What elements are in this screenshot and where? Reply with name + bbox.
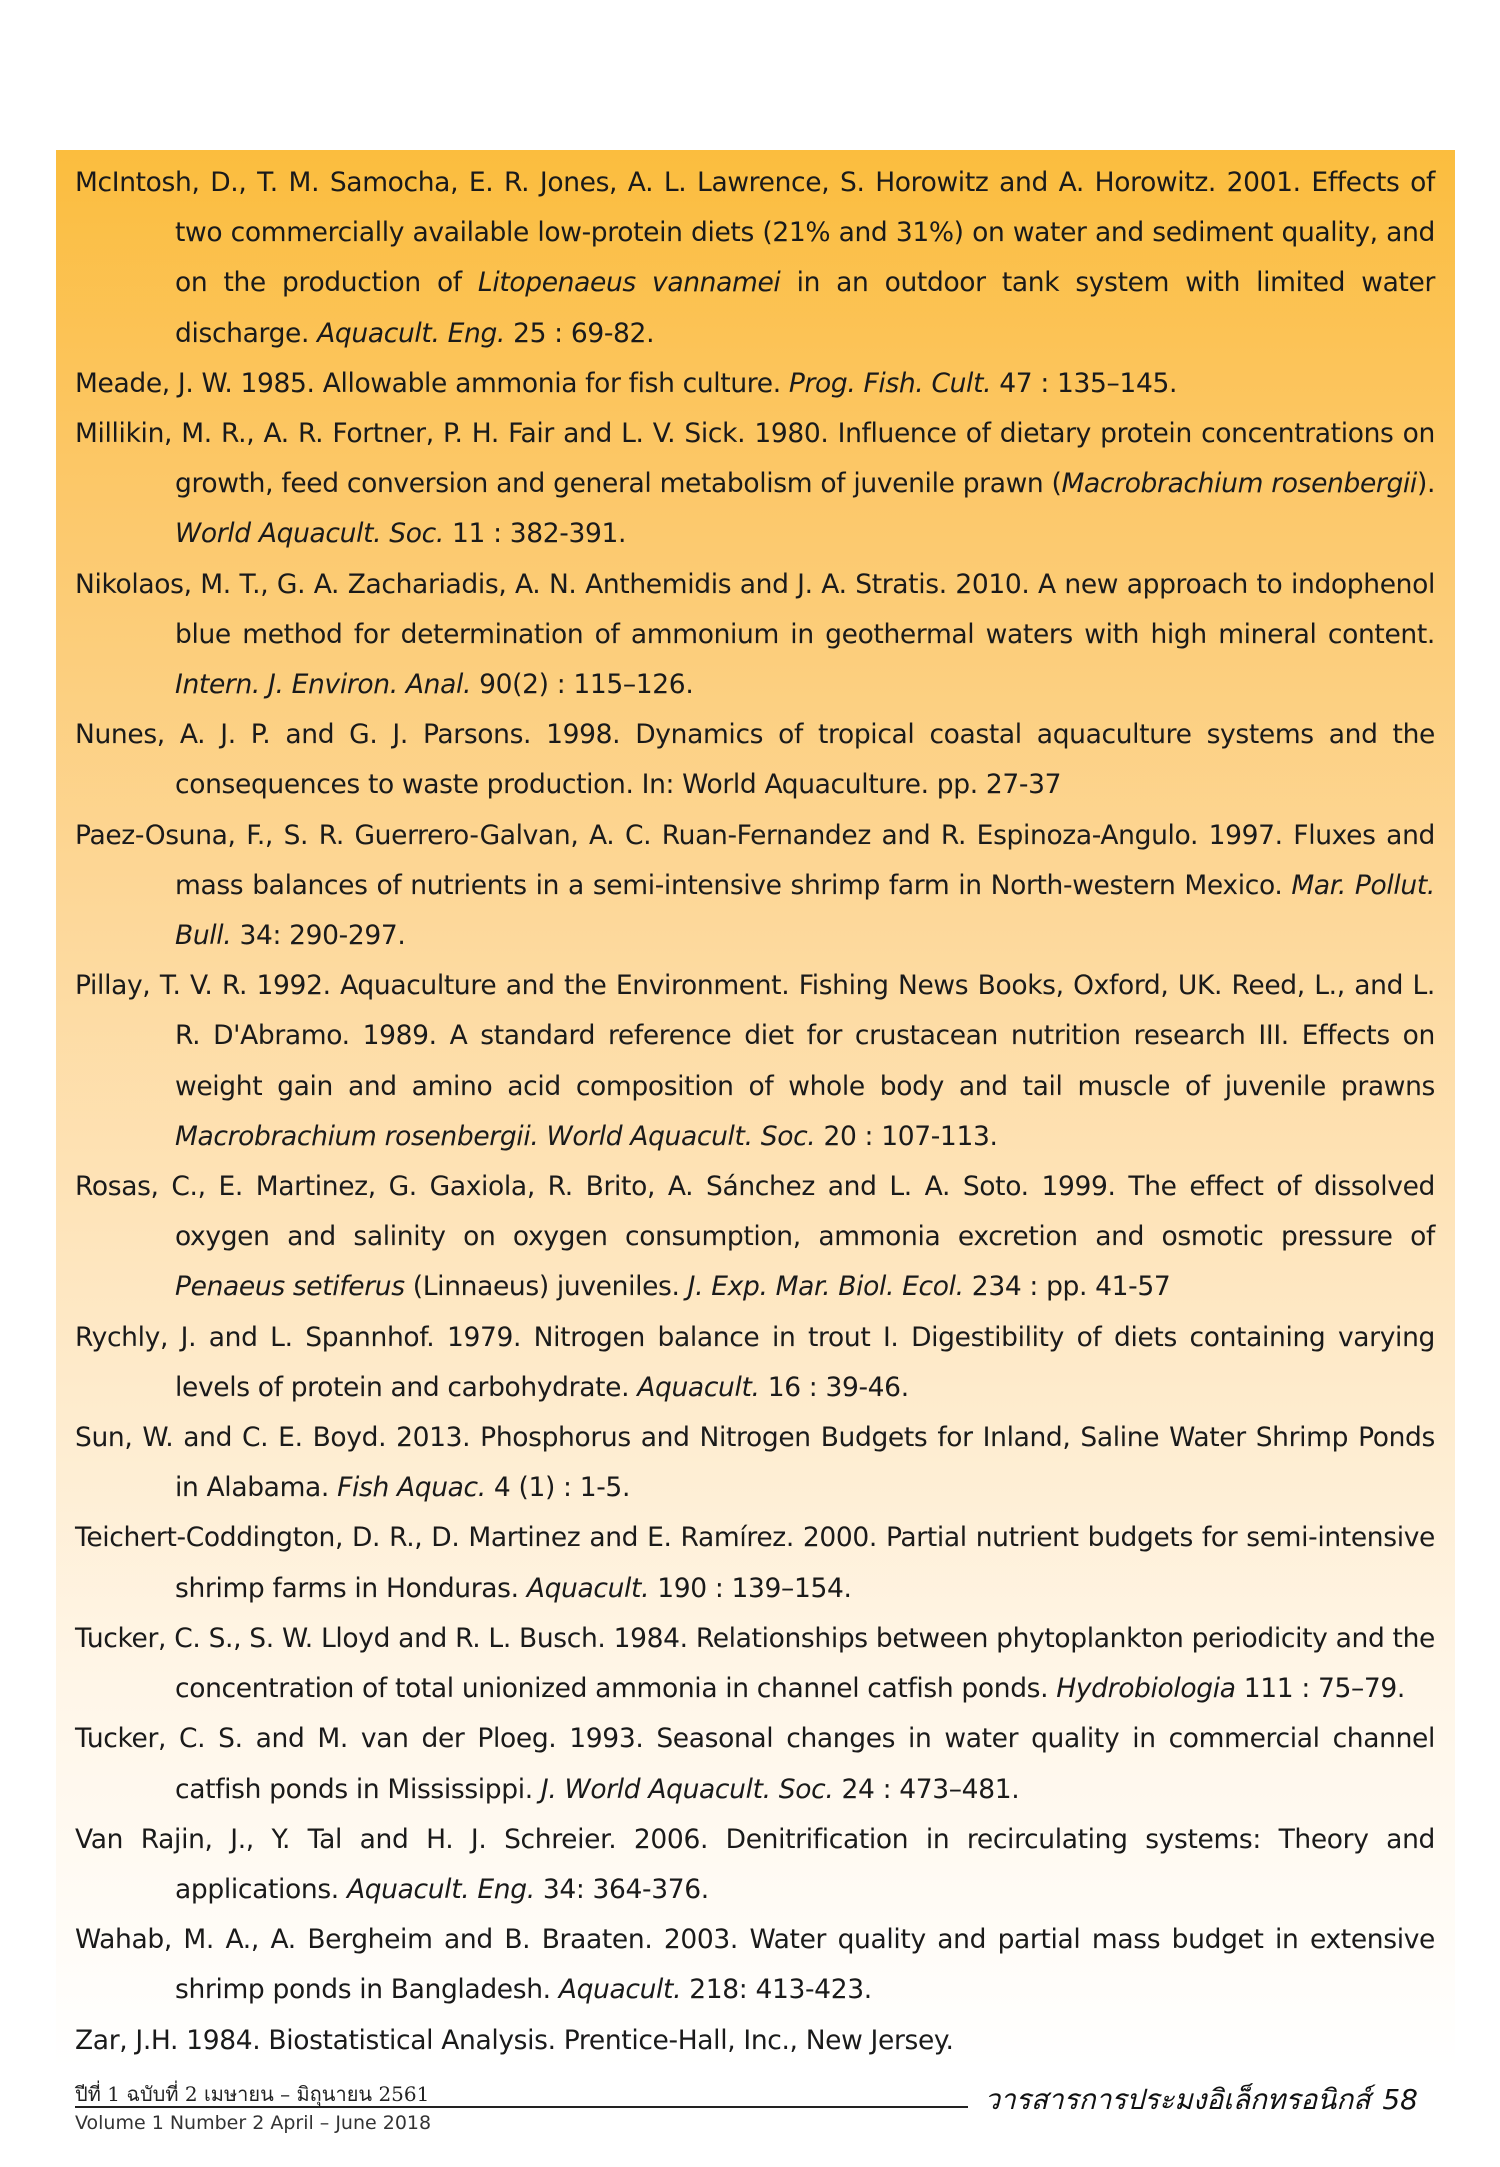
reference-text: 25 : 69-82. (505, 317, 655, 349)
reference-text: (Linnaeus) juveniles. (404, 1271, 688, 1303)
reference-text: 111 : 75–79. (1235, 1673, 1405, 1705)
footer-divider (75, 2106, 968, 2108)
reference-text: Paez-Osuna, F., S. R. Guerrero-Galvan, A. C. Ruan-Fernandez and R. Espinoza-Angulo. 1997. Fluxes and mass balances of nutrients in a semi-intensive shrimp farm in North-western Mexico. (75, 819, 1435, 901)
reference-italic-text: Hydrobiologia (1056, 1673, 1236, 1705)
reference-entry (75, 1815, 1435, 1915)
reference-entry (75, 1714, 1435, 1814)
reference-text: Sun, W. and C. E. Boyd. 2013. Phosphorus and Nitrogen Budgets for Inland, Saline Water Shrimp Ponds in Alabama. (75, 1422, 1435, 1504)
reference-text: 20 : 107-113. (815, 1120, 998, 1152)
reference-list (75, 158, 1435, 2066)
reference-text: Wahab, M. A., A. Bergheim and B. Braaten. 2003. Water quality and partial mass budget in extensive shrimp ponds in Bangladesh. (75, 1924, 1435, 2006)
reference-text: ). (1416, 468, 1436, 500)
reference-italic-text: World Aquacult. Soc. (175, 518, 444, 550)
reference-italic-text: Litopenaeus vannamei (477, 267, 781, 299)
reference-text: McIntosh, D., T. M. Samocha, E. R. Jones, A. L. Lawrence, S. Horowitz and A. Horowitz. 2001. Effects of two commercially available low-protein diets (21% and 31%) on water and sediment quality, and on the production of (75, 167, 1435, 299)
reference-italic-text: Fish Aquac. (337, 1472, 486, 1504)
reference-text: Tucker, C. S. and M. van der Ploeg. 1993. Seasonal changes in water quality in commercial channel catfish ponds in Mississippi. (75, 1723, 1435, 1805)
reference-text: Teichert-Coddington, D. R., D. Martinez and E. Ramírez. 2000. Partial nutrient budgets for semi-intensive shrimp farms in Honduras. (75, 1522, 1435, 1604)
reference-entry (75, 2016, 1435, 2066)
reference-entry (75, 1413, 1435, 1513)
reference-text: 16 : 39-46. (759, 1371, 909, 1403)
reference-text: 218: 413-423. (681, 1974, 872, 2006)
reference-text: 34: 364-376. (534, 1873, 709, 1905)
reference-text: in an outdoor tank system with limited water discharge. (175, 267, 1435, 349)
reference-entry (75, 710, 1435, 810)
reference-italic-text: Prog. Fish. Cult. (788, 367, 992, 399)
reference-text: Nikolaos, M. T., G. A. Zachariadis, A. N. Anthemidis and J. A. Stratis. 2010. A new approach to indophenol blue method for determination of ammonium in geothermal waters with high mineral content. (75, 568, 1435, 650)
reference-text: Rosas, C., E. Martinez, G. Gaxiola, R. Brito, A. Sánchez and L. A. Soto. 1999. The effect of dissolved oxygen and salinity on oxygen consumption, ammonia excretion and osmotic pressure of (75, 1171, 1435, 1253)
reference-italic-text: Aquacult. (558, 1974, 682, 2006)
reference-italic-text: Aquacult. (637, 1371, 760, 1403)
journal-name-and-page (984, 2078, 1418, 2122)
reference-text: Pillay, T. V. R. 1992. Aquaculture and the Environment. Fishing News Books, Oxford, UK. Reed, L., and L. R. D'Abramo. 1989. A standard reference diet for crustacean nutrition research III. Effects on weight gain and amino acid composition of whole body and tail muscle of juvenile prawns (75, 970, 1435, 1102)
reference-italic-text: J. World Aquacult. Soc. (540, 1773, 834, 1805)
reference-entry (75, 560, 1435, 711)
reference-text: 34: 290-297. (231, 920, 406, 952)
reference-text: Rychly, J. and L. Spannhof. 1979. Nitrogen balance in trout I. Digestibility of diets containing varying levels of protein and carbohydrate. (75, 1321, 1435, 1403)
page-number: 58 (1382, 2083, 1418, 2116)
reference-text: 4 (1) : 1-5. (485, 1472, 631, 1504)
reference-text: Millikin, M. R., A. R. Fortner, P. H. Fair and L. V. Sick. 1980. Influence of dietary protein concentrations on growth, feed conversion and general metabolism of juvenile prawn ( (75, 418, 1435, 500)
reference-text: 190 : 139–154. (649, 1572, 852, 1604)
reference-text: Zar, J.H. 1984. Biostatistical Analysis. Prentice-Hall, Inc., New Jersey. (75, 2024, 954, 2056)
reference-entry (75, 811, 1435, 962)
reference-entry (75, 1313, 1435, 1413)
reference-text: 90(2) : 115–126. (471, 669, 694, 701)
reference-italic-text: Macrobrachium rosenbergii (1061, 468, 1417, 500)
journal-name: วารสารการประมงอิเล็กทรอนิกส์ (984, 2083, 1371, 2116)
reference-italic-text: Aquacult. (526, 1572, 650, 1604)
reference-text: Meade, J. W. 1985. Allowable ammonia for fish culture. (75, 367, 789, 399)
reference-italic-text: Intern. J. Environ. Anal. (175, 669, 472, 701)
reference-italic-text: Aquacult. Eng. (317, 317, 505, 349)
reference-italic-text: Macrobrachium rosenbergii. World Aquacult. Soc. (175, 1120, 816, 1152)
reference-italic-text: J. Exp. Mar. Biol. Ecol. (687, 1271, 964, 1303)
reference-text: 234 : pp. 41-57 (963, 1271, 1171, 1303)
reference-entry (75, 359, 1435, 409)
reference-entry (75, 1915, 1435, 2015)
issue-info-english: Volume 1 Number 2 April – June 2018 (75, 2112, 432, 2134)
reference-entry (75, 961, 1435, 1162)
reference-italic-text: Mar. Pollut. Bull. (175, 869, 1435, 952)
reference-entry (75, 158, 1435, 359)
reference-text: 47 : 135–145. (991, 367, 1178, 399)
issue-info-thai: ปีที่ 1 ฉบับที่ 2 เมษายน – มิถุนายน 2561 (75, 2082, 430, 2106)
reference-entry (75, 409, 1435, 560)
reference-italic-text: Aquacult. Eng. (346, 1873, 535, 1905)
reference-text: Nunes, A. J. P. and G. J. Parsons. 1998. Dynamics of tropical coastal aquaculture systems and the consequences to waste production. In: World Aquaculture. pp. 27-37 (75, 719, 1435, 801)
reference-text: Tucker, C. S., S. W. Lloyd and R. L. Busch. 1984. Relationships between phytoplankton periodicity and the concentration of total unionized ammonia in channel catfish ponds. (75, 1622, 1435, 1705)
reference-text: 11 : 382-391. (443, 518, 627, 550)
reference-italic-text: Penaeus setiferus (175, 1271, 405, 1303)
reference-text: Van Rajin, J., Y. Tal and H. J. Schreier. 2006. Denitrification in recirculating systems: Theory and applications. (75, 1823, 1435, 1905)
reference-entry (75, 1614, 1435, 1714)
reference-entry (75, 1513, 1435, 1613)
reference-text: 24 : 473–481. (833, 1773, 1020, 1805)
reference-entry (75, 1162, 1435, 1313)
